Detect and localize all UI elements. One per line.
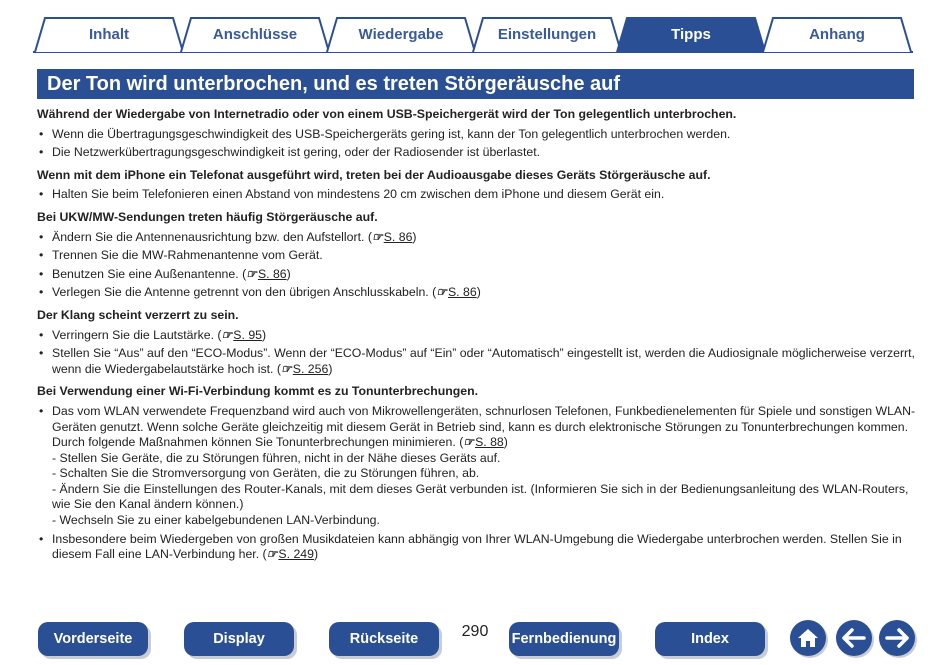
list-item: • Das vom WLAN verwendete Frequenzband wird auch von Mikrowellengeräten, schnurlosen Telefonen, Funkbedienelementen für Spiele und sonstigen WLAN-Geräten genutzt. Wenn solche Geräte gleichzeitig mit diesem Gerät in Betrieb sind, kann es durch elektronische Störungen zu Tonunterbrechungen kommen. Durch folgende Maßnahmen können Sie Tonunterbrechungen minimieren. (☞S. 88) - Stellen Sie Geräte, die zu Störungen führen, nicht in der Nähe dieses Geräts auf. - Schalten Sie die Stromversorgung von Geräten, die zu Störungen führen, ab. - Ändern Sie die Einstellungen des Router-Kanals, mit dem dieses Gerät verbunden ist. (Informieren Sie sich in der Bedienungsanleitung des WLAN-Routers, wie Sie den Kanal ändern können.) - Wechseln Sie zu einer kabelgebundenen LAN-Verbindung.	[37, 404, 917, 529]
section-heading: Während der Wiedergabe von Internetradio oder von einem USB-Speichergerät wird der Ton gelegentlich unterbrochen.	[37, 107, 737, 121]
pointing-hand-icon: ☞	[281, 361, 292, 376]
section-heading: Der Klang scheint verzerrt zu sein.	[37, 307, 239, 322]
main-content	[37, 107, 917, 570]
page-number: 290	[461, 623, 489, 640]
sub-item: - Schalten Sie die Stromversorgung von Geräten, die zu Störungen führen, ab.	[52, 466, 480, 481]
page-ref-link[interactable]: S. 86	[257, 266, 287, 281]
sub-item: - Ändern Sie die Einstellungen des Router-Kanals, mit dem dieses Gerät verbunden ist. (Informieren Sie sich in der Bedienungsanleitung des WLAN-Routers, wie Sie den Kanal ändern können.)	[52, 481, 909, 512]
page-ref-link[interactable]: S. 249	[278, 547, 314, 562]
pointing-hand-icon: ☞	[436, 285, 447, 300]
pointing-hand-icon: ☞	[463, 435, 475, 450]
section-distortion	[37, 308, 917, 377]
index-button[interactable]: Index	[655, 622, 765, 656]
page-title: Der Ton wird unterbrochen, und es treten Störgeräusche auf	[37, 69, 914, 99]
tab-einstellungen[interactable]: Einstellungen	[497, 26, 597, 43]
pointing-hand-icon: ☞	[246, 266, 257, 281]
section-ukw-mw	[37, 210, 917, 301]
rear-panel-button[interactable]: Rückseite	[329, 622, 439, 656]
arrow-right-icon	[885, 628, 909, 648]
arrow-left-icon	[842, 628, 866, 648]
list-item: • Insbesondere beim Wiedergeben von großen Musikdateien kann abhängig von Ihrer WLAN-Umgebung die Wiedergabe unterbrochen werden. Stellen Sie in diesem Fall eine LAN-Verbindung her. (☞S. 249)	[37, 532, 917, 563]
section-heading: Wenn mit dem iPhone ein Telefonat ausgeführt wird, treten bei der Audioausgabe dieses Geräts Störgeräusche auf.	[37, 167, 711, 182]
display-button[interactable]: Display	[184, 622, 294, 656]
list-item: • Stellen Sie “Aus” auf den “ECO-Modus”. Wenn der “ECO-Modus” auf “Ein” oder “Automatisch” eingestellt ist, werden die Audiosignale möglicherweise verzerrt, wenn die Wiedergabelautstärke hoch ist. (☞S. 256)	[37, 346, 917, 377]
front-panel-button[interactable]: Vorderseite	[38, 622, 148, 656]
page-ref-link[interactable]: S. 88	[475, 435, 504, 450]
list-item: • Verlegen Sie die Antenne getrennt von den übrigen Anschlusskabeln. (☞S. 86)	[37, 285, 917, 301]
section-heading: Bei Verwendung einer Wi-Fi-Verbindung kommt es zu Tonunterbrechungen.	[37, 384, 479, 399]
list-item: • Ändern Sie die Antennenausrichtung bzw. den Aufstellort. (☞S. 86)	[37, 230, 917, 246]
list-item: • Wenn die Übertragungsgeschwindigkeit des USB-Speichergeräts gering ist, kann der Ton gelegentlich unterbrochen werden.	[37, 127, 917, 143]
page-ref-link[interactable]: S. 95	[233, 327, 263, 342]
page-ref-link[interactable]: S. 86	[383, 229, 413, 244]
tab-wiedergabe[interactable]: Wiedergabe	[358, 26, 444, 43]
section-iphone	[37, 168, 917, 203]
section-heading: Bei UKW/MW-Sendungen treten häufig Störgeräusche auf.	[37, 209, 378, 224]
tab-anschluesse[interactable]: Anschlüsse	[212, 26, 298, 43]
section-wifi	[37, 384, 917, 563]
home-icon	[796, 627, 820, 649]
pointing-hand-icon: ☞	[371, 229, 383, 244]
list-item: • Halten Sie beim Telefonieren einen Abstand von mindestens 20 cm zwischen dem iPhone und diesem Gerät ein.	[37, 187, 917, 203]
home-button[interactable]	[790, 620, 826, 656]
remote-control-button[interactable]: Fernbedienung	[509, 622, 619, 656]
pointing-hand-icon: ☞	[266, 547, 278, 562]
tab-anhang[interactable]: Anhang	[809, 26, 865, 43]
section-internetradio	[37, 107, 917, 161]
list-item: • Trennen Sie die MW-Rahmenantenne vom Gerät.	[37, 248, 917, 264]
pointing-hand-icon: ☞	[221, 327, 233, 342]
sub-item: - Stellen Sie Geräte, die zu Störungen führen, nicht in der Nähe dieses Geräts auf.	[52, 450, 501, 465]
sub-item: - Wechseln Sie zu einer kabelgebundenen LAN-Verbindung.	[52, 513, 380, 528]
list-item: • Verringern Sie die Lautstärke. (☞S. 95)	[37, 328, 917, 344]
next-page-button[interactable]	[879, 620, 915, 656]
page-ref-link[interactable]: S. 86	[447, 285, 477, 300]
tab-tipps[interactable]: Tipps	[671, 26, 711, 43]
tab-inhalt[interactable]: Inhalt	[89, 26, 129, 43]
page-ref-link[interactable]: S. 256	[292, 361, 329, 376]
list-item: • Die Netzwerkübertragungsgeschwindigkeit ist gering, oder der Radiosender ist überlastet.	[37, 145, 917, 161]
list-item: • Benutzen Sie eine Außenantenne. (☞S. 86)	[37, 267, 917, 283]
tab-bar	[33, 16, 913, 53]
previous-page-button[interactable]	[836, 620, 872, 656]
